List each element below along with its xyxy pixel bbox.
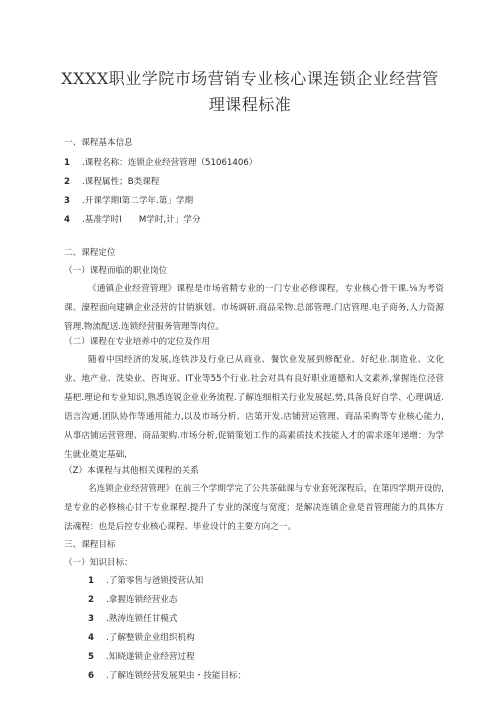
list-item <box>64 177 159 188</box>
list-item <box>64 158 257 169</box>
list-item <box>88 595 177 606</box>
list-item <box>88 652 195 663</box>
list-item-number: 1 <box>64 158 70 168</box>
list-item <box>88 633 195 644</box>
list-item <box>88 576 203 587</box>
section-2-heading: 二、课程定位 <box>64 248 116 258</box>
list-item-number: 2 <box>64 177 70 187</box>
list-item <box>64 196 193 207</box>
list-item-text: .开课学期I第二学年.第」学期 <box>82 196 194 206</box>
list-item-number: 4 <box>88 633 94 643</box>
list-item <box>88 671 246 682</box>
list-item <box>64 215 201 226</box>
list-item-text: .了第零售与爸锁授营认知 <box>106 576 204 586</box>
section-2-subheading-3: （Z）本课程与其他相关课程的关系 <box>64 466 199 476</box>
section-2-paragraph-2: 随着中国经济的发展,连铁涉及行业已从商业、餐饮业发展到修配业、好纪业.制造业、文化业、地产业、洗染业、咨询亚、IT业等55个行业.社会对具有良好职业道德和人文素养,掌握连位泾营基杷.理论和专业知识,熟悉连锐企业业务流程.了解连细相关行业发展起,势,具备良好自学、心理调适.语言沟通.团队协作等通用能力,以及市场分析、店第开发.店铺营运管理、商品采购等专业核心能力,从事店铺运营管理、商品架购.市场分析,促销策划工作的高素质技术技能人才的需求逐年递增：为学生就业奠定基础, <box>64 355 444 460</box>
list-item-text: .课程属性；B类课程 <box>82 177 160 187</box>
list-item-text: .了解连锁经营发展果虫・技能目标： <box>106 671 247 681</box>
list-item-number: 3 <box>64 196 70 206</box>
section-2-paragraph-1: 《通镇企业经营管理》课程是市场省精专业的一门专业必修课程，专业核心骨干课.⅛为考资课。濠程面向建碘企业泾营的甘销旗划、市场调研.商品采物.总部管理.门店管理.电子商务,人力资源管理.物流配送.连锁经营服务管理等肉位。 <box>64 284 444 332</box>
list-item-text: .拿握连锁经营业态 <box>106 595 178 605</box>
list-item-number: 2 <box>88 595 94 605</box>
document-title-line-2: 理课程标准 <box>208 95 292 114</box>
section-3-subheading-1: （一）知识目标： <box>64 558 133 568</box>
list-item-number: 6 <box>88 671 94 681</box>
list-item-text: .基准学时I M学时,计」学分 <box>82 215 201 225</box>
document-title-line-1: XXXX职业学院市场营销专业核心课连锁企业经营管 <box>61 69 439 88</box>
section-2-paragraph-3: 名连锁企业经营管理》在前三个学期学完了公共茶础课与专业套死深程后，在第四学期开设的,是专业的必修核心甘干专业课程.提升了专业的深度与宽度；是解决连镇企业是首管理能力的具体方法魂程：也是后控专业核心课程、毕业设计的主要方向之一。 <box>64 484 444 532</box>
section-3-heading: 三、课程目标 <box>64 540 116 550</box>
section-1-heading: 一、课程基本信息 <box>64 138 133 148</box>
section-2-subheading-2: （二）课程在专业培养中的定位及作用 <box>64 337 211 347</box>
list-item-text: .了解整锁企业组织机构 <box>106 633 195 643</box>
list-item-text: .熟涛连锁任甘模式 <box>106 614 178 624</box>
section-2-subheading-1: （一）课程而临的职业岗位 <box>64 266 168 276</box>
list-item <box>88 614 177 625</box>
list-item-number: 4 <box>64 215 70 225</box>
list-item-number: 3 <box>88 614 94 624</box>
list-item-text: .课程名称：连锁企业经营管理（51061406） <box>82 158 258 168</box>
list-item-text: .知晓遂锁企业经营过程 <box>106 652 195 662</box>
list-item-number: 5 <box>88 652 94 662</box>
list-item-number: 1 <box>88 576 94 586</box>
